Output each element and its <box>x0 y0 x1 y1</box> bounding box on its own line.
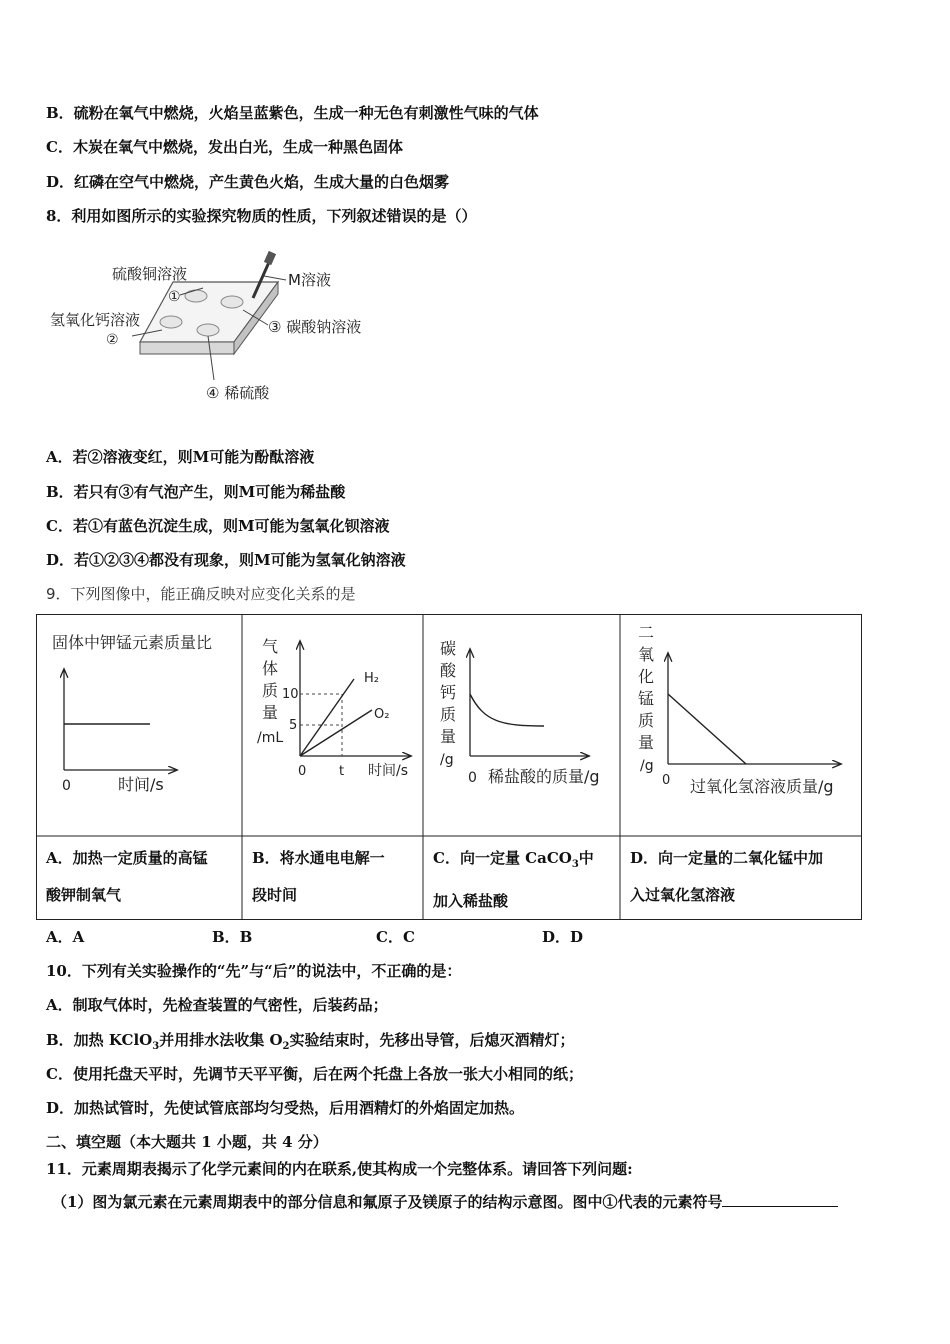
label-mark-2: ② <box>106 332 119 348</box>
label-caoh2: 氢氧化钙溶液 <box>50 311 141 329</box>
q9-choice-b: B．B <box>212 928 253 946</box>
spot-plate-figure <box>48 250 408 410</box>
q11-part1 <box>52 1191 838 1212</box>
well-3 <box>221 296 243 308</box>
label-m-solution: M溶液 <box>288 271 331 289</box>
graph-b-series-o2 <box>300 710 372 756</box>
dropper-bulb <box>264 251 276 265</box>
graph-b-xtick-t: t <box>339 764 345 779</box>
q8-option-b: B．若只有③有气泡产生，则M可能为稀盐酸 <box>46 483 346 501</box>
graph-d-series <box>668 694 746 764</box>
graph-b <box>257 637 410 779</box>
caption-b-line1: B．将水通电电解一 <box>252 849 385 867</box>
graph-a-ylabel: 固体中钾锰元素质量比 <box>52 633 213 652</box>
label-mark-1: ① <box>168 289 181 305</box>
graph-b-ylabel-char: 质 <box>262 681 279 700</box>
graph-b-ylabel-char: 气 <box>262 637 279 656</box>
q10-b-mid: 并用排水法收集 O <box>159 1031 283 1049</box>
graph-b-xlabel: 时间/s <box>368 763 409 779</box>
caption-c-sub: 3 <box>571 859 579 870</box>
caption-c-suffix: 中 <box>578 849 594 867</box>
graph-c-ylabel-char: 质 <box>440 705 457 724</box>
caption-c <box>433 840 594 920</box>
graph-c-yunit: /g <box>440 752 454 768</box>
q8-option-d: D．若①②③④都没有现象，则M可能为氢氧化钠溶液 <box>46 551 406 569</box>
graph-b-tick-5: 5 <box>289 718 298 733</box>
q11-answer-blank[interactable] <box>722 1194 838 1207</box>
caption-b <box>252 840 385 914</box>
caption-d <box>630 840 823 914</box>
graph-d-yunit: /g <box>640 758 654 774</box>
graph-d-xlabel: 过氧化氢溶液质量/g <box>690 777 834 796</box>
q9-choice-d: D．D <box>542 928 584 946</box>
well-4 <box>197 324 219 336</box>
q10-option-a: A．制取气体时，先检查装置的气密性，后装药品； <box>46 996 388 1014</box>
graph-c-ylabel-char: 酸 <box>440 661 457 680</box>
q9-choice-c: C．C <box>376 928 415 946</box>
q10-b-sub1: 3 <box>152 1041 160 1052</box>
graph-b-yunit: /mL <box>257 730 284 746</box>
q10-option-d: D．加热试管时，先使试管底部均匀受热，后用酒精灯的外焰固定加热。 <box>46 1099 525 1117</box>
section-2-heading: 二、填空题（本大题共 1 小题，共 4 分） <box>46 1133 328 1151</box>
graph-c-ylabel-char: 钙 <box>440 683 457 702</box>
spot-plate-front <box>140 342 234 354</box>
q10-stem: 10．下列有关实验操作的“先”与“后”的说法中，不正确的是： <box>46 962 462 980</box>
graph-d-origin: 0 <box>662 773 671 788</box>
q10-b-sub2: 2 <box>282 1041 290 1052</box>
graph-c-ylabel-char: 碳 <box>440 639 457 658</box>
caption-c-line1 <box>433 840 594 883</box>
q8-option-c: C．若①有蓝色沉淀生成，则M可能为氢氧化钡溶液 <box>46 517 390 535</box>
graph-d-ylabel-char: 锰 <box>638 689 655 708</box>
graph-c-xlabel: 稀盐酸的质量/g <box>488 767 600 786</box>
graph-d <box>638 623 840 796</box>
graph-c-ylabel-char: 量 <box>440 727 457 746</box>
q10-option-b <box>46 1029 575 1052</box>
graph-b-label-h2: H₂ <box>364 671 379 686</box>
graph-b-origin: 0 <box>298 764 307 779</box>
graph-d-ylabel-char: 二 <box>638 623 655 642</box>
q9-choice-a: A．A <box>46 928 85 946</box>
caption-b-line2: 段时间 <box>252 886 298 904</box>
graph-b-ylabel-char: 体 <box>262 659 279 678</box>
graph-d-ylabel-char: 氧 <box>638 645 655 664</box>
graph-c-series <box>470 694 544 726</box>
caption-d-line1: D．向一定量的二氧化锰中加 <box>630 849 824 867</box>
graph-b-tick-10: 10 <box>282 687 299 702</box>
q8-option-a: A．若②溶液变红，则M可能为酚酞溶液 <box>46 448 315 466</box>
q7-option-b: B．硫粉在氧气中燃烧，火焰呈蓝紫色，生成一种无色有刺激性气味的气体 <box>46 104 539 122</box>
caption-c-prefix: C．向一定量 CaCO <box>433 849 572 867</box>
label-cuso4: 硫酸铜溶液 <box>112 265 188 283</box>
caption-c-line2: 加入稀盐酸 <box>433 892 509 910</box>
well-1 <box>185 290 207 302</box>
q9-stem: 9．下列图像中，能正确反映对应变化关系的是 <box>46 585 356 603</box>
q7-option-d: D．红磷在空气中燃烧，产生黄色火焰，生成大量的白色烟雾 <box>46 173 450 191</box>
label-na2co3: ③ 碳酸钠溶液 <box>268 318 362 336</box>
q10-b-post: 实验结束时，先移出导管，后熄灭酒精灯； <box>289 1031 575 1049</box>
caption-a-line2: 酸钾制氧气 <box>46 886 122 904</box>
q7-option-c: C．木炭在氧气中燃烧，发出白光，生成一种黑色固体 <box>46 138 403 156</box>
graph-a-origin: 0 <box>62 778 71 794</box>
graph-d-ylabel-char: 化 <box>638 667 655 686</box>
caption-a-line1: A．加热一定质量的高锰 <box>46 849 208 867</box>
graph-b-ylabel-char: 量 <box>262 703 279 722</box>
q11-stem: 11．元素周期表揭示了化学元素间的内在联系,使其构成一个完整体系。请回答下列问题: <box>46 1160 633 1178</box>
q10-option-c: C．使用托盘天平时，先调节天平平衡，后在两个托盘上各放一张大小相同的纸； <box>46 1065 583 1083</box>
graph-a-xlabel: 时间/s <box>118 775 164 794</box>
graph-d-ylabel-char: 量 <box>638 733 655 752</box>
label-h2so4: ④ 稀硫酸 <box>206 384 270 402</box>
leader-m <box>264 276 286 280</box>
caption-a <box>46 840 208 914</box>
graph-b-label-o2: O₂ <box>374 707 390 722</box>
graph-b-series-h2 <box>300 679 354 756</box>
caption-d-line2: 入过氧化氢溶液 <box>630 886 736 904</box>
q10-b-pre: B．加热 KClO <box>46 1031 153 1049</box>
graph-d-ylabel-char: 质 <box>638 711 655 730</box>
q11-part1-text: （1）图为氯元素在元素周期表中的部分信息和氟原子及镁原子的结构示意图。图中①代表的元素符号 <box>52 1193 723 1211</box>
q8-stem: 8．利用如图所示的实验探究物质的性质，下列叙述错误的是（） <box>46 207 477 225</box>
graph-c-origin: 0 <box>468 770 477 786</box>
well-2 <box>160 316 182 328</box>
graph-c <box>440 639 600 786</box>
graph-a <box>52 633 212 794</box>
